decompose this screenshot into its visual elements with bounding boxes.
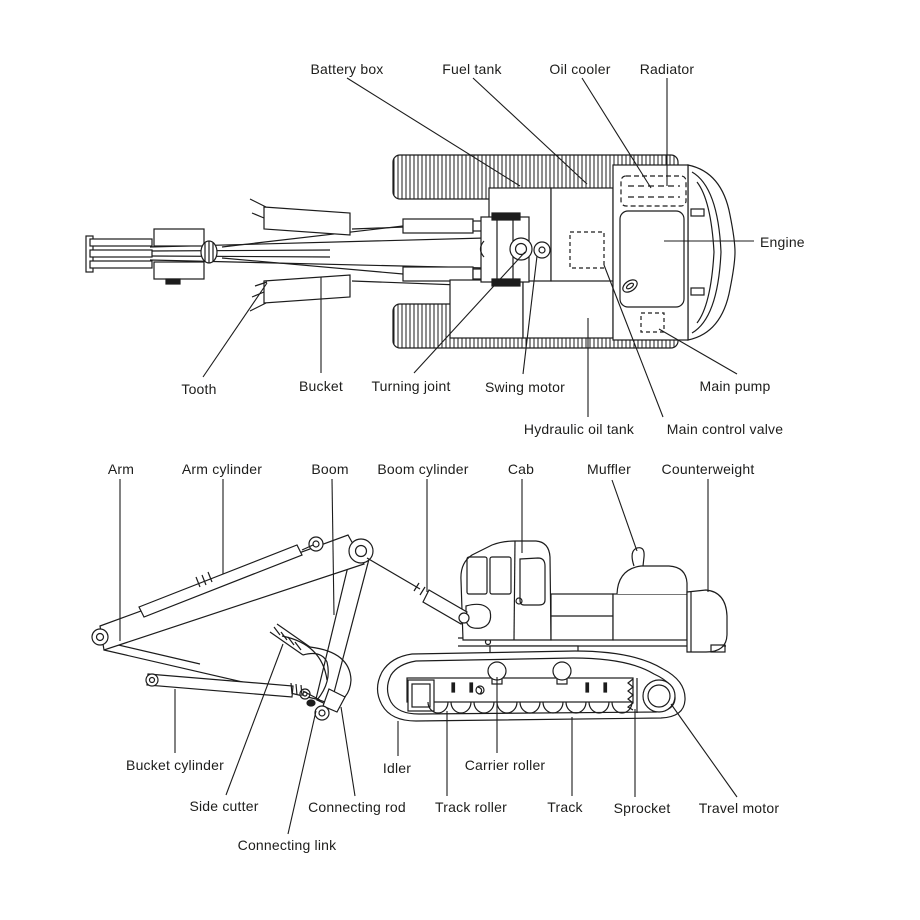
label-track-roller: Track roller [435,799,507,815]
mid-deck-box [450,280,523,338]
label-sprocket: Sprocket [613,800,671,816]
label-muffler: Muffler [587,461,631,477]
label-radiator: Radiator [639,61,695,77]
label-connecting-link: Connecting link [237,837,337,853]
arm-shape [100,535,364,650]
label-idler: Idler [382,760,412,776]
connecting-link-shape [315,706,329,720]
leader-tooth [203,283,267,377]
leader-side-cutter [226,644,283,795]
label-tooth: Tooth [181,381,217,397]
top-counterweight [688,165,735,340]
label-engine: Engine [760,234,805,250]
undercarriage [378,651,686,721]
label-bucket-cylinder: Bucket cylinder [126,757,224,773]
label-swing-motor: Swing motor [484,379,566,395]
muffler-hump [617,566,687,594]
label-connecting-rod: Connecting rod [308,799,406,815]
label-arm: Arm [107,461,135,477]
label-side-cutter: Side cutter [189,798,259,814]
leader-muffler [612,480,637,551]
label-travel-motor: Travel motor [698,800,780,816]
top-bucket-upper [264,207,350,235]
track-frame [407,678,633,702]
leader-connecting-link [288,711,316,834]
swing-motor-shape [534,242,550,258]
label-boom-cylinder: Boom cylinder [377,461,469,477]
label-hydraulic-oil-tank: Hydraulic oil tank [523,421,635,437]
top-attachment [86,199,486,311]
label-track: Track [547,799,583,815]
label-oil-cooler: Oil cooler [549,61,611,77]
label-main-pump: Main pump [699,378,771,394]
engine-hood [551,548,727,652]
engine-compartment [613,165,688,340]
side-view-drawing [92,535,727,721]
label-bucket: Bucket [299,378,343,394]
hydraulic-oil-tank-box [523,280,613,338]
leader-connecting-rod [341,707,355,796]
label-boom: Boom [311,461,349,477]
label-fuel-tank: Fuel tank [442,61,502,77]
label-turning-joint: Turning joint [371,378,451,394]
label-battery-box: Battery box [310,61,384,77]
counterweight-shape [687,590,727,652]
label-main-control-valve: Main control valve [666,421,784,437]
top-view-drawing [86,155,735,348]
label-carrier-roller: Carrier roller [464,757,546,773]
muffler-pipe [632,548,644,566]
top-bucket-lower [264,275,350,303]
bucket-cylinder-shape [147,674,293,697]
leader-travel-motor [671,704,737,797]
label-arm-cylinder: Arm cylinder [181,461,263,477]
label-cab: Cab [507,461,535,477]
label-counterweight: Counterweight [661,461,755,477]
cab-shape [461,541,551,640]
